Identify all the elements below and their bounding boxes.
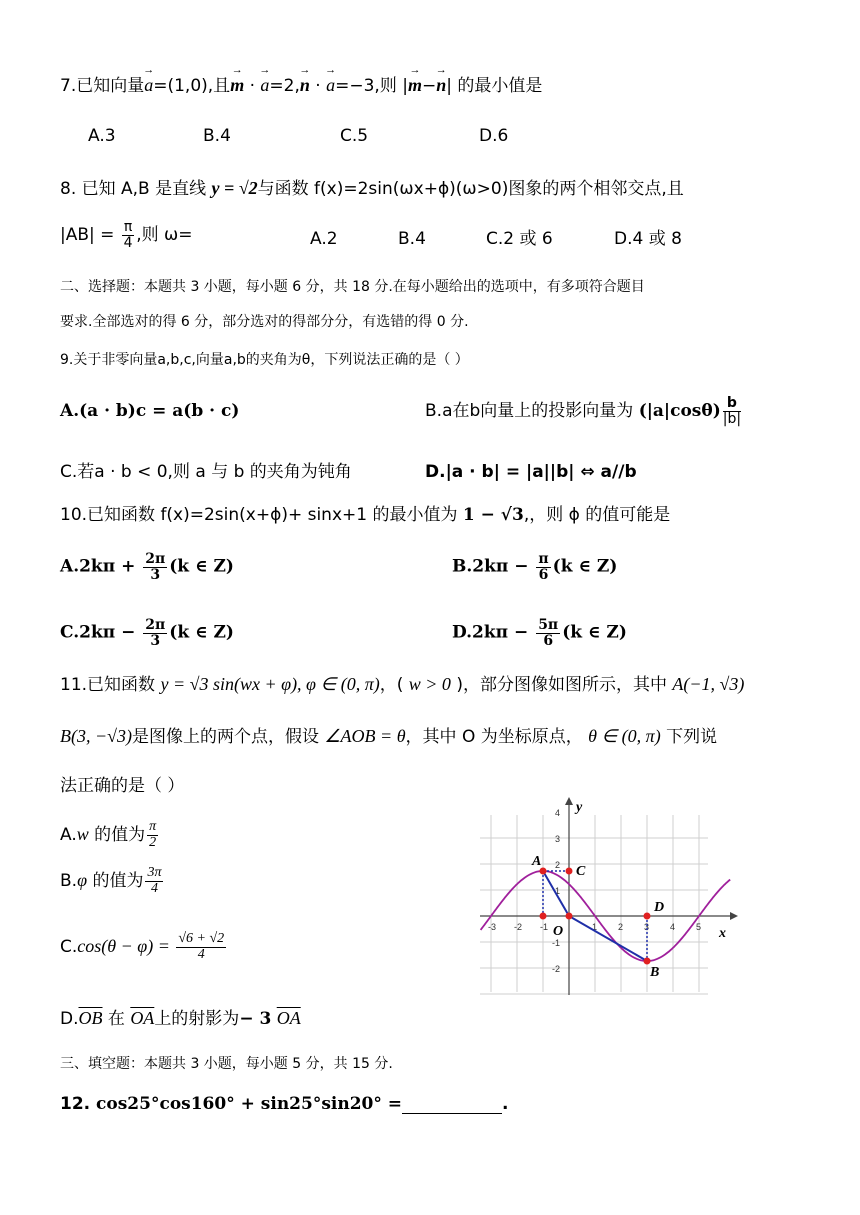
q11-option-b-frac (145, 866, 163, 896)
q7-option-c: C.5 (340, 126, 369, 146)
q9-option-b-fraction (723, 396, 741, 426)
q7-vector-m-2: → m (408, 75, 422, 97)
q11-text-a: 11.已知函数 (60, 675, 156, 695)
q9-stem: 9.关于非零向量a,b,c,向量a,b的夹角为θ，下列说法正确的是（ ） (60, 352, 469, 368)
q7-option-b: B.4 (203, 126, 231, 146)
section3-line1: 三、填空题：本题共 3 小题，每小题 5 分，共 15 分. (60, 1056, 393, 1072)
q11-option-d-mid: 在 (107, 1009, 125, 1029)
q10-option-b (452, 552, 617, 582)
q11-option-d-vec-oa: $\overline{OA}$ (130, 1008, 155, 1028)
q8-option-a: A.2 (310, 229, 338, 249)
q11-text-line2-c: ，其中 O 为坐标原点， (405, 727, 583, 747)
q7-vector-n-2: → n (436, 75, 446, 97)
q9-option-d: D.|a · b| = |a||b| ⇔ a//b (425, 462, 637, 482)
q10-option-b-pre: B.2kπ − (452, 556, 535, 577)
q10-option-b-frac (536, 552, 550, 582)
q10-option-c-suffix: (k ∈ Z) (169, 622, 234, 643)
q9-option-c: C.若a · b < 0,则 a 与 b 的夹角为钝角 (60, 462, 352, 482)
q8-fraction-den: 4 (123, 234, 133, 251)
q12-answer-blank[interactable] (402, 1099, 502, 1114)
q8-text-a: 8. 已知 A,B 是直线 (60, 179, 212, 199)
q11-angle: ∠AOB = θ (324, 726, 406, 746)
q10-option-a-pre: A.2kπ + (60, 556, 142, 577)
q10-text-end: ,，则 ϕ 的值可能是 (523, 505, 671, 525)
y-axis-label: y (576, 800, 583, 815)
q11-condition: w > 0 (408, 674, 451, 694)
q7-text-e: | 的最小值是 (446, 76, 543, 96)
q7-dot-2: · (309, 76, 327, 96)
q8-option-c: C.2 或 6 (486, 229, 553, 249)
x-tick-label: -1 (540, 922, 549, 932)
q12-period: . (502, 1094, 509, 1114)
q11-option-a-pre: A. (60, 825, 77, 846)
q7-vector-a: → a (144, 75, 153, 97)
q11-option-d-pre: D. (60, 1009, 79, 1029)
x-tick-label: -3 (488, 922, 497, 932)
q8-stem (60, 178, 684, 200)
q8-ab-left: |AB| = (60, 225, 120, 246)
point-origin (566, 913, 573, 920)
q8-ab-right: ,则 ω= (136, 225, 193, 246)
x-tick-label: 3 (644, 922, 650, 932)
q11-option-a-num: π (149, 819, 157, 834)
q10-option-c (60, 618, 234, 648)
q7-text-d: =−3,则 | (335, 76, 408, 96)
q9-option-b-expr: (|a|cosθ) (638, 401, 721, 422)
x-tick-label: 4 (670, 922, 676, 932)
q10-option-d-suffix: (k ∈ Z) (562, 622, 627, 643)
q7-dot-1: · (244, 76, 261, 96)
x-tick-label: 1 (592, 922, 598, 932)
q10-option-a-den: 3 (150, 566, 161, 583)
q9-option-b-text: B.a在b向量上的投影向量为 (425, 401, 634, 422)
q11-option-b-num: 3π (147, 865, 162, 880)
q8-ab-line (60, 220, 193, 250)
q10-option-a-num: 2π (145, 551, 166, 567)
section2-line2: 要求.全部选对的得 6 分，部分选对的得部分分，有选错的得 0 分. (60, 314, 469, 330)
q10-option-b-den: 6 (538, 566, 549, 583)
q11-option-a-den: 2 (149, 834, 157, 850)
q10-option-d-den: 6 (543, 632, 554, 649)
q10-text: 10.已知函数 f(x)=2sin(x+ϕ)+ sinx+1 的最小值为 (60, 505, 458, 525)
q10-option-c-den: 3 (150, 632, 161, 649)
q11-stem-line2 (60, 726, 717, 748)
q9-option-b-den: |b| (722, 410, 742, 427)
q7-text-b: =(1,0),且 (153, 76, 231, 96)
q7-minus: − (421, 76, 437, 96)
q11-option-d-coef: − 3 (239, 1009, 272, 1029)
point-a-foot (540, 913, 547, 920)
q11-stem-line3: 法正确的是（ ） (60, 776, 185, 796)
q11-text-line2-b: 是图像上的两个点，假设 (132, 727, 320, 747)
q7-vector-m: → m (230, 75, 244, 97)
q11-option-c-expr: cos(θ − φ) = (77, 936, 175, 957)
q10-option-d (452, 618, 627, 648)
q10-option-a (60, 552, 234, 582)
q11-graph (476, 795, 738, 1000)
point-c (566, 868, 573, 875)
x-axis-label: x (719, 926, 726, 941)
q8-fraction (122, 220, 134, 250)
q11-option-d (60, 1008, 301, 1030)
q11-option-a-mid: 的值为 (94, 825, 146, 846)
q7-option-a: A.3 (88, 126, 116, 146)
q11-option-d-vec-oa-2: $\overline{OA}$ (276, 1008, 301, 1028)
q8-fraction-num: π (123, 219, 133, 235)
q7-stem (60, 75, 542, 97)
q11-option-c (60, 932, 228, 962)
y-axis-arrow (565, 797, 573, 805)
y-tick-label: 2 (554, 860, 560, 870)
q11-option-c-num: √6 + √2 (178, 931, 225, 946)
q9-option-a: A.(a · b)c = a(b · c) (60, 401, 240, 421)
y-tick-label: -2 (551, 964, 560, 974)
y-tick-label: -1 (551, 938, 560, 948)
q10-stem (60, 505, 670, 525)
point-d (644, 913, 651, 920)
q11-option-b (60, 866, 165, 896)
q11-option-b-den: 4 (150, 880, 158, 896)
q11-option-c-pre: C. (60, 937, 78, 958)
q10-option-d-pre: D.2kπ − (452, 622, 535, 643)
x-tick-label: 2 (618, 922, 624, 932)
q9-option-b-num: b (723, 396, 741, 412)
q10-min-value: 1 − √3 (462, 505, 524, 525)
q11-option-b-mid: 的值为 (92, 871, 144, 892)
q11-option-b-var: φ (77, 870, 88, 891)
q11-text-line2-d: 下列说 (666, 727, 718, 747)
q10-option-d-frac (536, 618, 560, 648)
q7-text-a: 7.已知向量 (60, 76, 145, 96)
q7-text-c: =2, (269, 76, 300, 96)
q10-option-d-num: 5π (538, 617, 559, 633)
y-tick-label: 3 (554, 834, 560, 844)
q8-text-b: 与函数 f(x)=2sin(ωx+ϕ)(ω>0)图象的两个相邻交点,且 (257, 179, 684, 199)
q8-option-b: B.4 (398, 229, 426, 249)
q11-stem-line1 (60, 674, 744, 696)
q11-point-b: B(3, −√3) (60, 726, 133, 746)
q7-vector-n: → n (300, 75, 310, 97)
x-axis-arrow (730, 912, 738, 920)
q12-expression: cos25°cos160° + sin25°sin20° = (96, 1094, 403, 1114)
q8-line-equation: y = √2 (211, 178, 258, 198)
q7-vector-a-2: → a (260, 75, 269, 97)
q11-text-c: )，部分图像如图所示，其中 (456, 675, 667, 695)
origin-label: O (553, 924, 564, 939)
q11-function: y = √3 sin(wx + φ), φ ∈ (0, π) (160, 674, 380, 694)
graph-grid (480, 815, 708, 994)
q10-option-c-pre: C.2kπ − (60, 622, 142, 643)
q11-option-c-den: 4 (197, 946, 205, 962)
q7-option-d: D.6 (479, 126, 509, 146)
q10-option-c-frac (143, 618, 167, 648)
label-d: D (654, 900, 665, 915)
section2-line1: 二、选择题：本题共 3 小题，每小题 6 分，共 18 分.在每小题给出的选项中，有多项符合题目 (60, 279, 645, 295)
q11-option-a-var: w (76, 824, 89, 845)
q10-option-b-suffix: (k ∈ Z) (552, 556, 618, 577)
q12-stem (60, 1094, 509, 1114)
q11-text-b: ，( (379, 675, 404, 695)
q10-option-c-num: 2π (145, 617, 166, 633)
x-tick-label: -2 (514, 922, 523, 932)
q9-option-b (425, 396, 743, 426)
q11-option-a-frac (147, 820, 158, 850)
q11-point-a: A(−1, √3) (672, 674, 745, 694)
label-c: C (576, 864, 586, 879)
q10-option-b-num: π (538, 551, 549, 567)
q11-option-c-frac (176, 932, 226, 962)
q11-option-d-mid2: 上的射影为 (154, 1009, 240, 1029)
q7-vector-a-3: → a (326, 75, 335, 97)
q12-number: 12. (60, 1094, 91, 1114)
label-a: A (532, 854, 542, 869)
label-b: B (650, 965, 660, 980)
x-tick-label: 5 (696, 922, 702, 932)
q10-option-a-suffix: (k ∈ Z) (169, 556, 234, 577)
q11-option-b-pre: B. (60, 871, 78, 892)
q11-theta-range: θ ∈ (0, π) (588, 726, 661, 746)
y-tick-label: 1 (554, 886, 560, 896)
q10-option-a-frac (143, 552, 167, 582)
y-tick-label: 4 (554, 808, 560, 818)
q8-option-d: D.4 或 8 (614, 229, 682, 249)
q11-option-d-vec-ob: $\overline{OB}$ (78, 1008, 103, 1028)
point-b (644, 958, 651, 965)
q11-option-a (60, 820, 160, 850)
